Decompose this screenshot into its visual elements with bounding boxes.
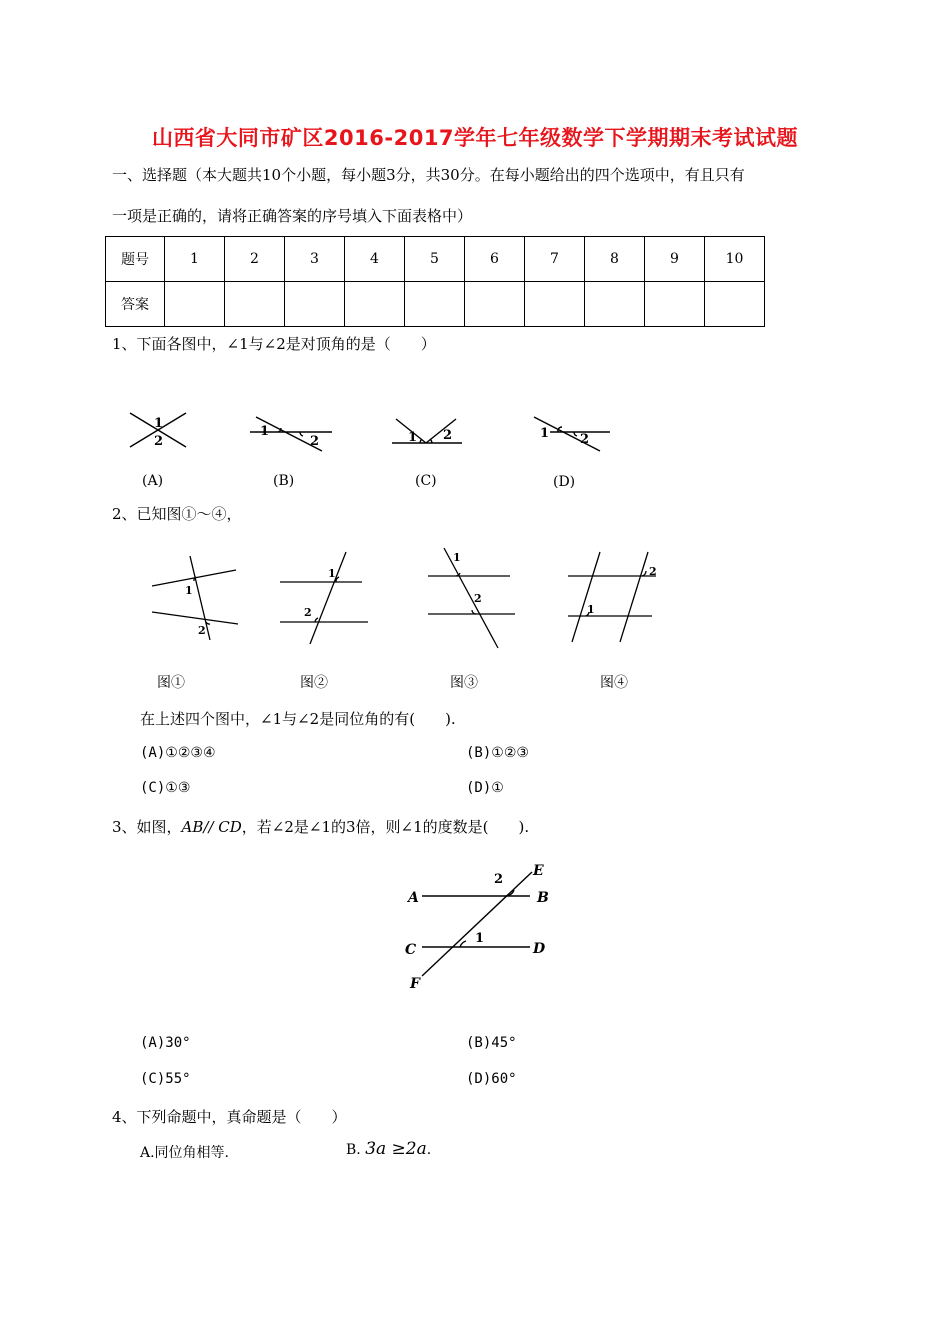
answer-cell[interactable] [345, 282, 405, 327]
q1a-angle2-label: 2 [154, 434, 164, 449]
q3-label-e: E [533, 863, 544, 879]
answer-table-number: 9 [645, 237, 705, 282]
answer-cell[interactable] [645, 282, 705, 327]
answer-cell[interactable] [465, 282, 525, 327]
answer-table-header-row [106, 237, 765, 282]
q1-caption-d: (D) [553, 474, 576, 490]
q2-fig1-angle2-label: 2 [198, 624, 206, 637]
q3-stem-parallel: AB// CD [181, 818, 242, 836]
answer-table [105, 236, 765, 327]
q3-stem-prefix: 3、如图， [112, 818, 182, 836]
q2-fig3-angle1-label: 1 [453, 551, 461, 564]
answer-table-number: 7 [525, 237, 585, 282]
q4-stem: 4、下列命题中，真命题是（ ） [112, 1108, 347, 1126]
q2-stem: 2、已知图①～④， [112, 505, 242, 523]
answer-cell[interactable] [525, 282, 585, 327]
q2-option-b: (B)①②③ [466, 745, 529, 761]
q2-fig1-angle1-label: 1 [185, 584, 193, 597]
q3-label-f: F [410, 976, 420, 992]
q1b-angle1-label: 1 [260, 424, 270, 439]
section-intro-line1: 一、选择题（本大题共10个小题，每小题3分，共30分。在每小题给出的四个选项中，有且只有 [112, 166, 745, 184]
q1-figures [110, 405, 630, 500]
q2-caption-4: 图④ [600, 675, 628, 691]
q4-option-a: A.同位角相等. [140, 1145, 230, 1161]
q3-label-a: A [408, 890, 419, 906]
q2-caption-3: 图③ [450, 675, 478, 691]
q3-option-d: (D)60° [466, 1071, 517, 1087]
q3-label-b: B [537, 890, 549, 906]
q2-option-c: (C)①③ [140, 780, 191, 796]
answer-cell[interactable] [405, 282, 465, 327]
answer-table-number: 8 [585, 237, 645, 282]
q4-option-b [346, 1139, 431, 1159]
answer-table-number: 6 [465, 237, 525, 282]
q1a-angle1-label: 1 [154, 416, 164, 431]
q2-fig4-angle2-label: 2 [649, 565, 657, 578]
answer-cell[interactable] [225, 282, 285, 327]
q3-figure [400, 858, 560, 998]
q1b-angle2-label: 2 [310, 434, 320, 449]
answer-table-number: 5 [405, 237, 465, 282]
q3-option-c: (C)55° [140, 1071, 191, 1087]
q2-fig4-angle1-label: 1 [587, 603, 595, 616]
q3-option-a: (A)30° [140, 1035, 191, 1051]
q1d-angle1-label: 1 [540, 426, 550, 441]
q3-angle2-label: 2 [494, 872, 504, 887]
answer-table-label-number: 题号 [106, 237, 165, 282]
answer-cell[interactable] [165, 282, 225, 327]
q2-caption-2: 图② [300, 675, 328, 691]
q2-figures [140, 540, 680, 700]
q3-stem-suffix: ，若∠2是∠1的3倍，则∠1的度数是( ). [241, 818, 530, 836]
q2-question: 在上述四个图中，∠1与∠2是同位角的有( ). [140, 710, 456, 728]
q1c-angle2-label: 2 [443, 428, 453, 443]
page-title: 山西省大同市矿区2016-2017学年七年级数学下学期期末考试试题 [151, 126, 799, 150]
q4-option-b-end: . [426, 1142, 432, 1158]
q2-fig2-angle2-label: 2 [304, 606, 312, 619]
answer-table-number: 3 [285, 237, 345, 282]
q1-stem: 1、下面各图中，∠1与∠2是对顶角的是（ ） [112, 335, 436, 353]
q2-caption-1: 图① [157, 675, 185, 691]
answer-table-number: 2 [225, 237, 285, 282]
q3-label-c: C [405, 942, 417, 958]
q1-caption-b: (B) [273, 473, 295, 489]
q3-option-b: (B)45° [466, 1035, 517, 1051]
answer-cell[interactable] [585, 282, 645, 327]
q1c-angle1-label: 1 [408, 430, 418, 445]
q3-label-d: D [533, 941, 546, 957]
q1-caption-a: (A) [142, 473, 164, 489]
answer-table-answer-row [106, 282, 765, 327]
q2-option-a: (A)①②③④ [140, 745, 216, 761]
answer-table-label-answer: 答案 [106, 282, 165, 327]
q2-fig3-angle2-label: 2 [474, 592, 482, 605]
q2-option-d: (D)① [466, 780, 504, 796]
answer-table-number: 10 [705, 237, 765, 282]
q2-fig2-angle1-label: 1 [328, 567, 336, 580]
answer-cell[interactable] [705, 282, 765, 327]
q1-caption-c: (C) [415, 473, 437, 489]
answer-table-number: 4 [345, 237, 405, 282]
q4-option-b-math: 3a ≥2a [365, 1139, 427, 1159]
q3-angle1-label: 1 [475, 931, 485, 946]
q1d-angle2-label: 2 [580, 432, 590, 447]
answer-table-number: 1 [165, 237, 225, 282]
q4-option-b-label: B. [346, 1142, 361, 1158]
section-intro-line2: 一项是正确的，请将正确答案的序号填入下面表格中） [112, 207, 473, 225]
q3-stem [112, 816, 529, 837]
answer-cell[interactable] [285, 282, 345, 327]
